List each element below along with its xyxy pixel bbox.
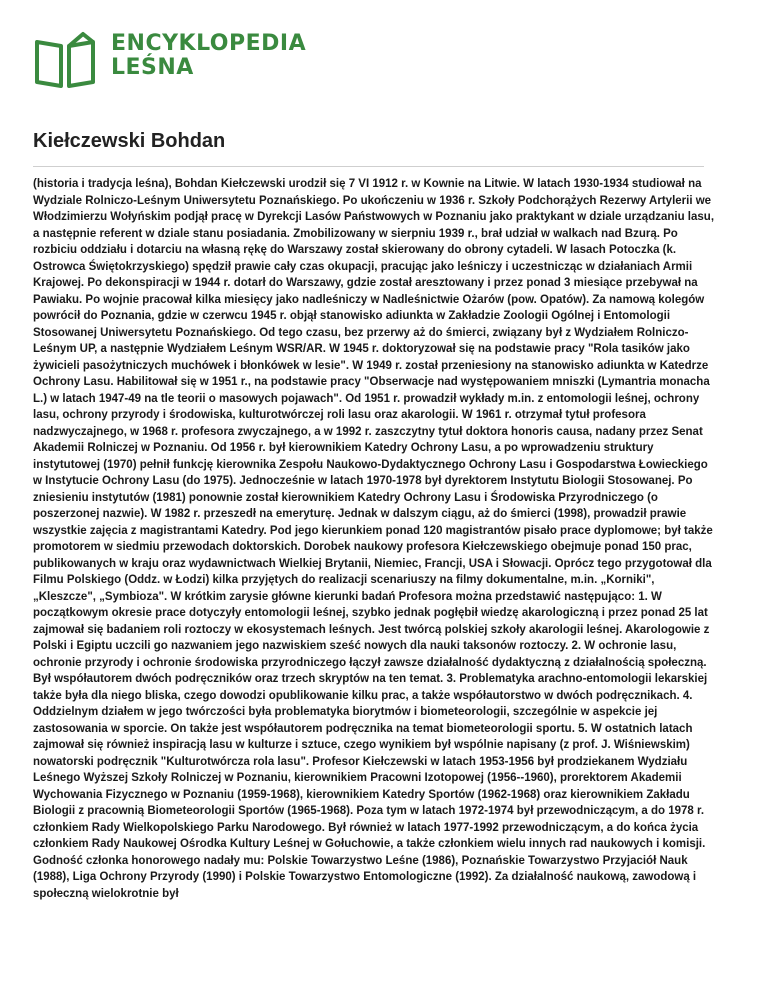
article-body: (historia i tradycja leśna), Bohdan Kiełczewski urodził się 7 VI 1912 r. w Kownie na Litwie. W latach 1930-1934 studiował na Wydziale Rolniczo-Leśnym Uniwersytetu Poznańskiego. Po ukończeniu w 1936 r. Szkoły Podchorążych Rezerwy Artylerii we Włodzimierzu Wołyńskim podjął pracę w Dyrekcji Lasów Państwowych w Poznaniu jako praktykant w dziale urządzaniu lasu, a następnie referent w dziale stanu posiadania. Zmobilizowany w sierpniu 1939 r., brał udział w walkach nad Bzurą. Po rozbiciu oddziału i dotarciu na własną rękę do Warszawy został skierowany do obrony cytadeli. W lasach Potoczka (k. Ostrowca Świętokrzyskiego) spędził prawie cały czas okupacji, pracując jako leśniczy i uczestnicząc w działaniach Armii Krajowej. Po dekonspiracji w 1944 r. dotarł do Warszawy, gdzie został aresztowany i przez ponad 3 miesiące przebywał na Pawiaku. Po wojnie pracował kilka miesięcy jako nadleśniczy w Nadleśnictwie Ożarów (pow. Opatów). Za namową kolegów powrócił do Poznania, gdzie w czerwcu 1945 r. objął stanowisko adiunkta w Zakładzie Zoologii Ogólnej i Entomologii Stosowanej Uniwersytetu Poznańskiego. Od tego czasu, bez przerwy aż do śmierci, związany był z Wydziałem Rolniczo-Leśnym UP, a następnie Wydziałem Leśnym WSR/AR. W 1945 r. doktoryzował się na podstawie pracy "Rola tasików jako żywicieli pasożytniczych muchówek i błonkówek w lesie". W 1949 r. został przeniesiony na stanowisko adiunkta w Katedrze Ochrony Lasu. Habilitował się w 1951 r., na podstawie pracy "Obserwacje nad występowaniem mniszki (Lymantria monacha L.) w latach 1947-49 na tle teorii o masowych pojawach". Od 1951 r. prowadził wykłady m.in. z entomologii leśnej, ochrony lasu, ochrony przyrody i środowiska, kulturotwórczej roli lasu oraz akarologii. W 1961 r. otrzymał tytuł profesora nadzwyczajnego, w 1968 r. profesora zwyczajnego, a w 1992 r. zaszczytny tytuł doktora honoris causa, nadany przez Senat Akademii Rolniczej w Poznaniu. Od 1956 r. był kierownikiem Katedry Ochrony Lasu, a po wprowadzeniu struktury instytutowej (1970) pełnił funkcję kierownika Zespołu Naukowo-Dydaktycznego Ochrony Lasu i Gospodarstwa Łowieckiego w Instytucie Ochrony Lasu (do 1975). Jednocześnie w latach 1970-1978 był dyrektorem Instytutu Biologii Stosowanej. Po zniesieniu instytutów (1981) ponownie został kierownikiem Katedry Ochrony Lasu i Środowiska Przyrodniczego (o poszerzonej nazwie). W 1982 r. przeszedł na emeryturę. Jednak w dalszym ciągu, aż do śmierci (1998), prowadził prawie wszystkie zajęcia z magistrantami Katedry. Pod jego kierunkiem ponad 120 magistrantów pisało prace dyplomowe; był także promotorem w siedmiu przewodach doktorskich. Dorobek naukowy profesora Kiełczewskiego obejmuje ponad 150 prac, publikowanych w kraju oraz wydawnictwach Wielkiej Brytanii, Niemiec, Francji, USA i Słowacji. Oprócz tego przygotował dla Filmu Polskiego (Oddz. w Łodzi) kilka przyjętych do realizacji scenariuszy na filmy dokumentalne, m.in. „Korniki", „Kleszcze", „Symbioza". W krótkim zarysie główne kierunki badań Profesora można przedstawić następująco: 1. W początkowym okresie prace dotyczyły entomologii leśnej, szybko jednak pogłębił wiedzę akarologiczną i przez ponad 25 lat zajmował się badaniem roli roztoczy w ekosystemach leśnych. Jest twórcą polskiej szkoły akarologii leśnej. Akarologowie z Polski i Egiptu uczcili go nazwaniem jego nazwiskiem sześć nowych dla nauki taksonów roztoczy. 2. W ochronie lasu, ochronie przyrody i ochronie środowiska przyrodniczego łączył zawsze działalność dydaktyczną z działalnością społeczną. Był współautorem dwóch podręczników oraz trzech skryptów na ten temat. 3. Problematyka arachno-entomologii lekarskiej także była dla niego bliska, czego dowodzi opublikowanie kilku prac, a także współautorstwo w dwóch podręcznikach. 4. Oddzielnym działem w jego twórczości była problematyka biorytmów i biometeorologii, szczególnie w aspekcie jej zastosowania w sporcie. On także jest współautorem podręcznika na temat biometeorologii sportu. 5. W ostatnich latach zajmował się również inspiracją lasu w kulturze i sztuce, czego wynikiem był wspólnie napisany (z prof. J. Wiśniewskim) nowatorski podręcznik "Kulturotwórcza rola lasu". Profesor Kiełczewski w latach 1953-1956 był prodziekanem Wydziału Leśnego Wyższej Szkoły Rolniczej w Poznaniu, kierownikiem Pracowni Izotopowej (1956--1960), prorektorem Akademii Wychowania Fizycznego w Poznaniu (1959-1968), kierownikiem Katedry Sportów (1962-1968) oraz kierownikiem Zakładu Biologii z pracownią Biometeorologii Sportów (1965-1968). Poza tym w latach 1972-1974 był przewodniczącym, a do 1978 r. członkiem Rady Wielkopolskiego Parku Narodowego. Był również w latach 1977-1992 przewodniczącym, a do końca życia członkiem Rady Naukowej Ośrodka Kultury Leśnej w Gołuchowie, a także członkiem wielu innych rad naukowych i komisji. Godność członka honorowego nadały mu: Polskie Towarzystwo Leśne (1986), Poznańskie Towarzystwo Przyjaciół Nauk (1988), Liga Ochrony Przyrody (1990) i Polskie Towarzystwo Entomologiczne (1992). Za działalność naukową, zawodową i społeczną wielokrotnie był — [33, 178, 715, 900]
article-title: Kiełczewski Bohdan — [33, 130, 226, 152]
brand-line-2: LEŚNA — [111, 55, 194, 80]
title-divider — [33, 166, 704, 167]
open-book-icon[interactable] — [33, 30, 97, 88]
brand-logo-text[interactable] — [111, 32, 306, 80]
brand-line-1: ENCYKLOPEDIA — [111, 31, 307, 56]
site-header — [33, 30, 306, 88]
